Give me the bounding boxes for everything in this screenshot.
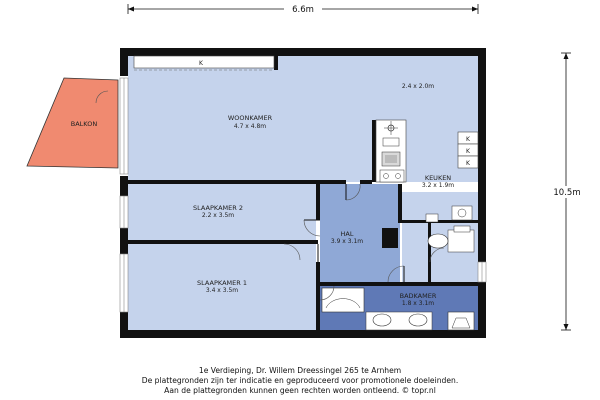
hal-label: HAL — [340, 230, 354, 238]
washing-machine — [448, 312, 474, 330]
width-dimension-label: 6.6m — [292, 5, 314, 15]
footer-address: 1e Verdieping, Dr. Willem Dreessingel 265 te Arnhem — [198, 366, 402, 375]
footer-rights: Aan de plattegronden kunnen geen rechten worden ontleend. © topr.nl — [164, 386, 436, 395]
cupboard-woonkamer — [134, 56, 274, 68]
cupboard-marker-1: K — [199, 60, 203, 67]
footer-disclaimer: De plattegronden zijn ter indicatie en geproduceerd voor promotionele doeleinden. — [141, 376, 459, 385]
badkamer-label: BADKAMER — [399, 292, 437, 300]
extra-room-size: 2.4 x 2.0m — [401, 83, 435, 90]
woonkamer-floor — [128, 56, 480, 182]
woonkamer-size: 4.7 x 4.8m — [233, 123, 267, 130]
slaapkamer1-size: 3.4 x 3.5m — [205, 287, 239, 294]
cupboard-marker-4: K — [466, 160, 470, 167]
slaapkamer1-label: SLAAPKAMER 1 — [197, 279, 247, 287]
woonkamer-label: WOONKAMER — [227, 114, 273, 122]
slaapkamer2-label: SLAAPKAMER 2 — [193, 204, 243, 212]
height-dimension-label: 10.5m — [553, 188, 581, 198]
keuken-size: 3.2 x 1.9m — [421, 182, 455, 189]
keuken-label: KEUKEN — [424, 174, 452, 182]
hal-size: 3.9 x 3.1m — [330, 238, 364, 245]
cupboard-marker-2: K — [466, 136, 470, 143]
badkamer-size: 1.8 x 3.1m — [401, 300, 435, 307]
washbasins — [366, 312, 432, 330]
cupboard-marker-3: K — [466, 148, 470, 155]
height-dimension — [549, 53, 585, 330]
shower-tray — [322, 288, 364, 312]
balkon-label: BALKON — [70, 120, 98, 128]
width-dimension — [128, 3, 478, 15]
slaapkamer2-size: 2.2 x 3.5m — [201, 212, 235, 219]
kitchen-counter — [376, 120, 406, 182]
